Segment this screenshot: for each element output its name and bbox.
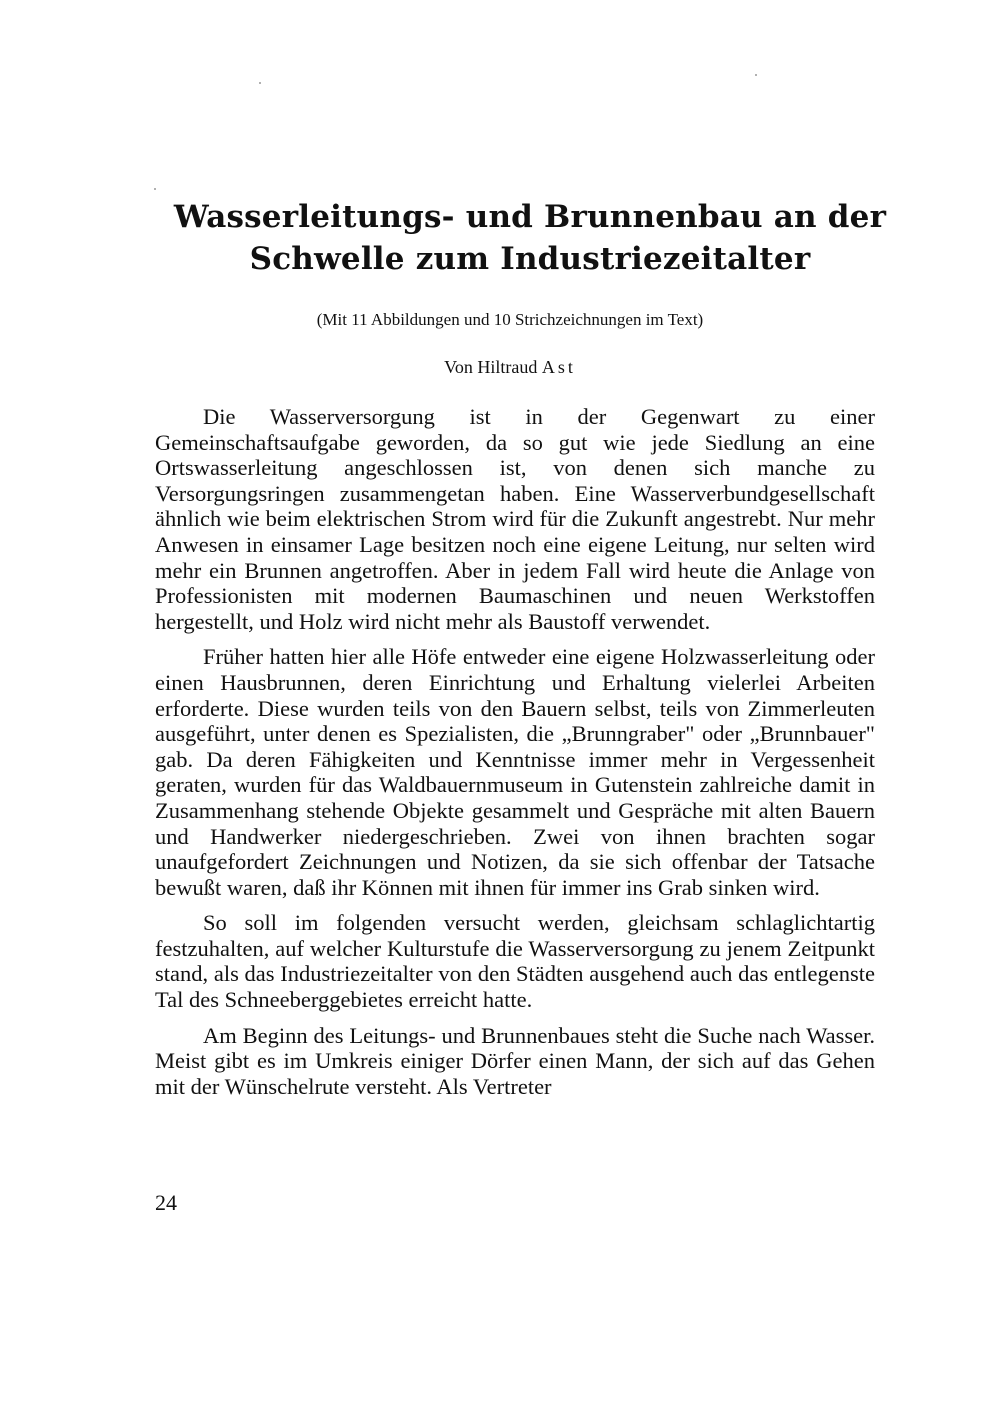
- article-body: [155, 404, 875, 1109]
- article-title: [150, 196, 910, 280]
- scan-speck: [154, 188, 156, 190]
- scan-speck: [755, 74, 757, 76]
- byline-prefix: Von Hiltraud: [444, 357, 542, 377]
- paragraph: Am Beginn des Leitungs- und Brunnenbaues steht die Suche nach Wasser. Meist gibt es im Umkreis einiger Dörfer einen Mann, der sich auf das Gehen mit der Wünschelrute versteht. Als Vertreter: [155, 1022, 875, 1099]
- author-surname: Ast: [541, 357, 576, 377]
- article-subtitle: (Mit 11 Abbildungen und 10 Strichzeichnungen im Text): [316, 310, 704, 329]
- paragraph: Die Wasserversorgung ist in der Gegenwart zu einer Gemeinschaftsaufgabe geworden, da so gut wie jede Siedlung an eine Ortswasserleitung angeschlossen ist, von denen sich manche zu Versorgungsringen zusammengetan haben. Eine Wasserverbundgesellschaft ähnlich wie beim elektrischen Strom wird für die Zukunft angestrebt. Nur mehr Anwesen in einsamer Lage besitzen noch eine eigene Leitung, nur selten wird mehr ein Brunnen angetroffen. Aber in jedem Fall wird heute die Anlage von Professionisten mit modernen Baumaschinen und neuen Werkstoffen hergestellt, und Holz wird nicht mehr als Baustoff verwendet.: [155, 404, 875, 634]
- title-line-1: Wasserleitungs- und Brunnenbau an der: [173, 199, 887, 235]
- scan-speck: [259, 82, 261, 84]
- title-line-2: Schwelle zum Industriezeitalter: [249, 241, 811, 277]
- paragraph: So soll im folgenden versucht werden, gleichsam schlaglichtartig festzuhalten, auf welcher Kulturstufe die Wasserversorgung zu jenem Zeitpunkt stand, als das Industriezeitalter von den Städten ausgehend auch das entlegenste Tal des Schneeberggebietes erreicht hatte.: [155, 910, 875, 1013]
- page-number: 24: [155, 1190, 177, 1215]
- author-byline: [150, 357, 870, 378]
- paragraph: Früher hatten hier alle Höfe entweder eine eigene Holzwasserleitung oder einen Hausbrunnen, deren Einrichtung und Erhaltung vielerlei Arbeiten erforderte. Diese wurden teils von den Bauern selbst, teils von Zimmerleuten ausgeführt, unter denen es Spezialisten, die „Brunngraber" oder „Brunnbauer" gab. Da deren Fähigkeiten und Kenntnisse immer mehr in Vergessenheit geraten, wurden für das Waldbauernmuseum in Gutenstein zahlreiche damit in Zusammenhang stehende Objekte gesammelt und Gespräche mit alten Bauern und Handwerker niedergeschrieben. Zwei von ihnen brachten sogar unaufgefordert Zeichnungen und Notizen, da sie sich offenbar der Tatsache bewußt waren, daß ihr Können mit ihnen für immer ins Grab sinken wird.: [155, 644, 875, 900]
